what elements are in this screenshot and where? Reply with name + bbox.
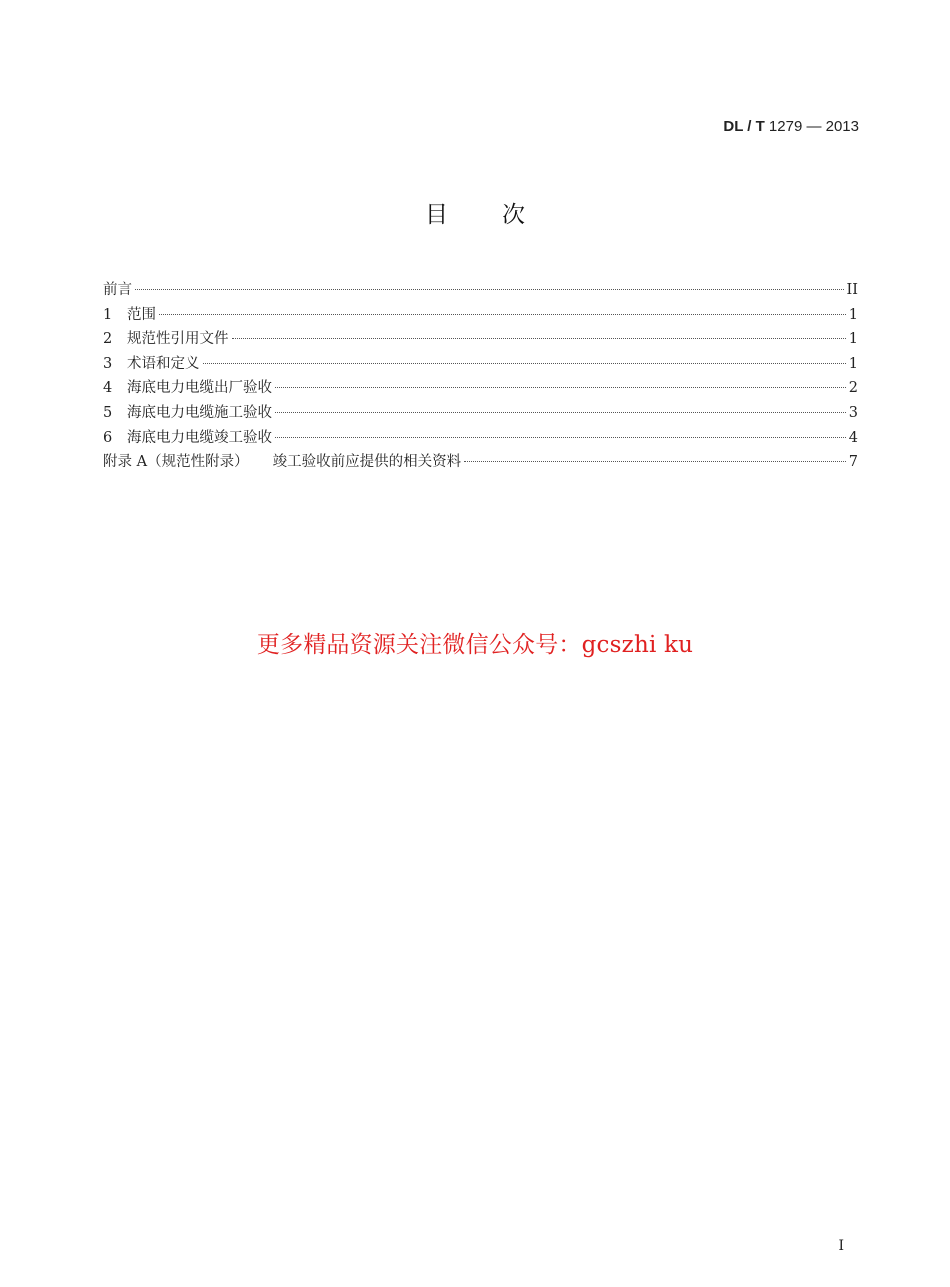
toc-entry-6[interactable] <box>103 426 858 451</box>
toc-entry-page: II <box>846 282 858 298</box>
table-of-contents <box>103 278 858 475</box>
standard-code <box>723 118 859 135</box>
appendix-title: 竣工验收前应提供的相关资料 <box>272 454 462 471</box>
toc-title <box>0 196 950 229</box>
toc-entry-text: 术语和定义 <box>127 355 200 372</box>
toc-entry-number: 5 <box>103 404 113 421</box>
toc-entry-number: 2 <box>103 331 113 348</box>
toc-entry-text <box>103 450 461 475</box>
toc-entry-number: 4 <box>103 380 113 397</box>
toc-entry-page: 4 <box>848 429 858 446</box>
toc-entry-2[interactable] <box>103 327 858 352</box>
toc-entry-text: 海底电力电缆竣工验收 <box>127 429 272 446</box>
toc-entry-text: 规范性引用文件 <box>127 331 229 348</box>
toc-title-char-2: 次 <box>502 202 525 228</box>
leader-dots <box>232 337 846 339</box>
toc-entry-page: 7 <box>848 454 858 471</box>
toc-entry-page: 2 <box>848 380 858 397</box>
leader-dots <box>159 313 846 315</box>
toc-entry-1[interactable] <box>103 303 858 328</box>
leader-dots <box>275 436 846 438</box>
toc-entry-page: 1 <box>848 306 858 323</box>
toc-entry-foreword[interactable] <box>103 278 858 303</box>
leader-dots <box>464 460 846 462</box>
standard-code-number: 1279 — 2013 <box>764 118 859 135</box>
leader-dots <box>135 288 844 290</box>
toc-entry-page: 3 <box>848 404 858 421</box>
toc-entry-text: 前言 <box>103 282 132 298</box>
standard-code-prefix: DL / T <box>723 118 765 135</box>
toc-entry-text: 海底电力电缆施工验收 <box>127 404 272 421</box>
appendix-label: 附录 A（规范性附录） <box>103 454 249 471</box>
toc-entry-number: 1 <box>103 306 113 323</box>
leader-dots <box>203 362 846 364</box>
leader-dots <box>275 411 846 413</box>
page-number: I <box>838 1238 844 1254</box>
toc-entry-5[interactable] <box>103 401 858 426</box>
toc-title-char-1: 目 <box>425 202 448 228</box>
toc-entry-4[interactable] <box>103 376 858 401</box>
toc-entry-page: 1 <box>848 355 858 372</box>
toc-entry-3[interactable] <box>103 352 858 377</box>
leader-dots <box>275 386 846 388</box>
watermark-text: 更多精品资源关注微信公众号：gcszhi ku <box>256 632 694 658</box>
toc-entry-text: 海底电力电缆出厂验收 <box>127 380 272 397</box>
toc-entry-text: 范围 <box>127 306 156 323</box>
toc-entry-number: 3 <box>103 355 113 372</box>
toc-entry-appendix-a[interactable] <box>103 450 858 475</box>
toc-entry-number: 6 <box>103 429 113 446</box>
toc-entry-page: 1 <box>848 331 858 348</box>
